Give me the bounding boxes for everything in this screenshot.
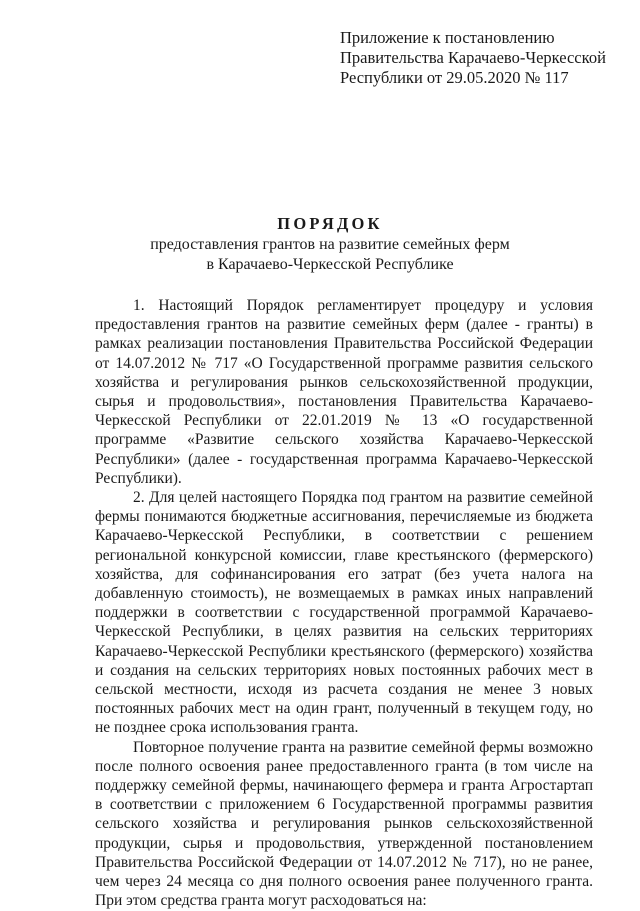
document-subtitle-line-2: в Карачаево-Черкесской Республике bbox=[206, 256, 454, 273]
document-body bbox=[95, 296, 593, 911]
document-title: ПОРЯДОК bbox=[277, 214, 383, 233]
appendix-line-2: Правительства Карачаево-Черкесской bbox=[340, 48, 606, 67]
appendix-line-3: Республики от 29.05.2020 № 117 bbox=[340, 68, 569, 87]
paragraph-1: 1. Настоящий Порядок регламентирует процедуру и условия предоставления грантов на развитие семейных ферм (далее - гранты) в рамках реализации постановления Правительства Российской Федерации от 14.07.2012 № 717 «О Государственной программе развития сельского хозяйства и регулирования рынков сельскохозяйственной продукции, сырья и продовольствия», постановления Правительства Карачаево-Черкесской Республики от 22.01.2019 № 13 «О государственной программе «Развитие сельского хозяйства Карачаево-Черкесской Республики» (далее - государственная программа Карачаево-Черкесской Республики). bbox=[95, 297, 593, 487]
paragraph-2: 2. Для целей настоящего Порядка под грантом на развитие семейной фермы понимаются бюджетные ассигнования, перечисляемые из бюджета Карачаево-Черкесской Республики, в соответствии с решением региональной конкурсной комиссии, главе крестьянского (фермерского) хозяйства, для софинансирования его затрат (без учета налога на добавленную стоимость), не возмещаемых в рамках иных направлений поддержки в соответствии с государственной программой Карачаево-Черкесской Республики, в целях развития на сельских территориях Карачаево-Черкесской Республики крестьянского (фермерского) хозяйства и создания на сельских территориях новых постоянных рабочих мест в сельской местности, исходя из расчета создания не менее 3 новых постоянных рабочих мест на один грант, полученный в текущем году, но не позднее срока использования гранта. bbox=[95, 489, 593, 737]
title-block bbox=[80, 213, 580, 275]
paragraph-3: Повторное получение гранта на развитие семейной фермы возможно после полного освоения ранее предоставленного гранта (в том числе на поддержку семейной фермы, начинающего фермера и гранта Агростартап в соответствии с приложением 6 Государственной программы развития сельского хозяйства и регулирования рынков сельскохозяйственной продукции, сырья и продовольствия, утвержденной постановлением Правительства Российской Федерации от 14.07.2012 № 717), но не ранее, чем через 24 месяца со дня полного освоения ранее полученного гранта. При этом средства гранта могут расходоваться на: bbox=[95, 738, 593, 910]
appendix-header bbox=[340, 28, 625, 88]
document-subtitle-line-1: предоставления грантов на развитие семейных ферм bbox=[150, 236, 510, 253]
appendix-line-1: Приложение к постановлению bbox=[340, 28, 555, 47]
